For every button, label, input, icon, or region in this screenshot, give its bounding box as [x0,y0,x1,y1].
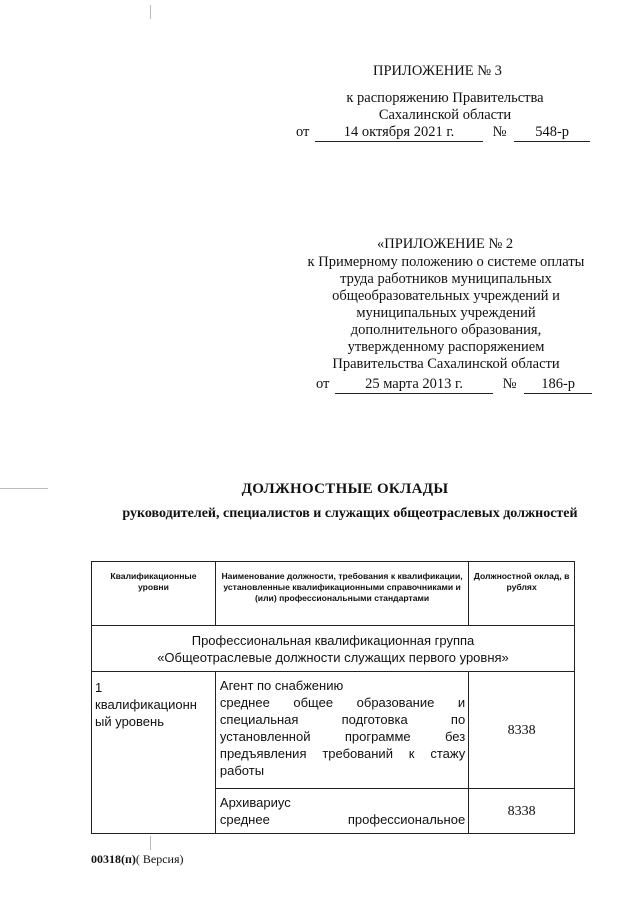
document-code: 00318(п) [91,852,136,866]
appendix2-line: Правительства Сахалинской области [332,356,560,372]
appendix2-date: 25 марта 2013 г. [335,376,493,394]
heading-block [60,481,630,498]
salary-table [91,561,575,834]
document-subtitle: руководителей, специалистов и служащих общеотраслевых должностей [122,506,578,521]
from-label: от [316,376,330,392]
from-label: от [296,124,310,140]
level-text: ый уровень [95,714,164,729]
number-label: № [502,376,517,392]
group-line: Профессиональная квалификационная группа [191,633,475,648]
level-number: 1 [95,680,103,695]
appendix2-date-line [316,376,592,394]
requirement-line: среднее профессиональное [219,812,466,827]
group-row [92,626,575,672]
version-label: ( Версия) [135,852,184,866]
requirement-line: предъявления требований к стажу [219,746,466,761]
appendix2-title: «ПРИЛОЖЕНИЕ № 2 [377,236,514,252]
document-title: ДОЛЖНОСТНЫЕ ОКЛАДЫ [241,481,449,497]
requirement-line: работы [219,763,265,778]
salary-cell: 8338 [469,672,575,789]
appendix2-line: муниципальных учреждений [356,305,536,321]
footer [91,852,184,867]
header-levels: Квалификационные уровни [92,562,216,626]
position-name: Архивариус [219,795,291,810]
appendix3-line2: Сахалинской области [378,107,512,123]
appendix2-line: утвержденному распоряжением [347,339,545,355]
scan-mark [0,488,48,489]
position-cell [215,672,468,789]
scan-mark [150,5,151,19]
level-text: квалификационн [95,697,197,712]
table-header-row [92,562,575,626]
requirement-line: установленной программе без [219,729,466,744]
appendix2-line: общеобразовательных учреждений и [332,288,560,304]
appendix3-line1: к распоряжению Правительства [346,90,544,106]
qualification-level [92,672,216,834]
group-line: «Общеотраслевые должности служащих первого уровня» [157,650,509,665]
appendix2-line: дополнительного образования, [350,322,542,338]
appendix2-number: 186-р [524,376,592,394]
header-salary: Должностной оклад, в рублях [469,562,575,626]
position-name: Агент по снабжению [219,678,344,693]
appendix2-line: к Примерному положению о системе оплаты [307,254,585,270]
appendix2-line: труда работников муниципальных [340,271,552,287]
scan-mark [150,836,151,850]
header-position: Наименование должности, требования к квалификации, установленные квалификационными справочниками и (или) профессиональными стандартами [215,562,468,626]
salary-cell: 8338 [469,789,575,834]
number-label: № [492,124,507,140]
appendix3-number: 548-р [514,124,590,142]
table-row [92,672,575,789]
position-cell [215,789,468,834]
appendix3-title: ПРИЛОЖЕНИЕ № 3 [373,63,502,79]
appendix3-date: 14 октября 2021 г. [315,124,483,142]
appendix3-date-line [296,124,590,142]
group-title [92,626,575,672]
requirement-line: среднее общее образование и [219,695,466,710]
requirement-line: специальная подготовка по [219,712,466,727]
appendix2-text [290,254,602,373]
